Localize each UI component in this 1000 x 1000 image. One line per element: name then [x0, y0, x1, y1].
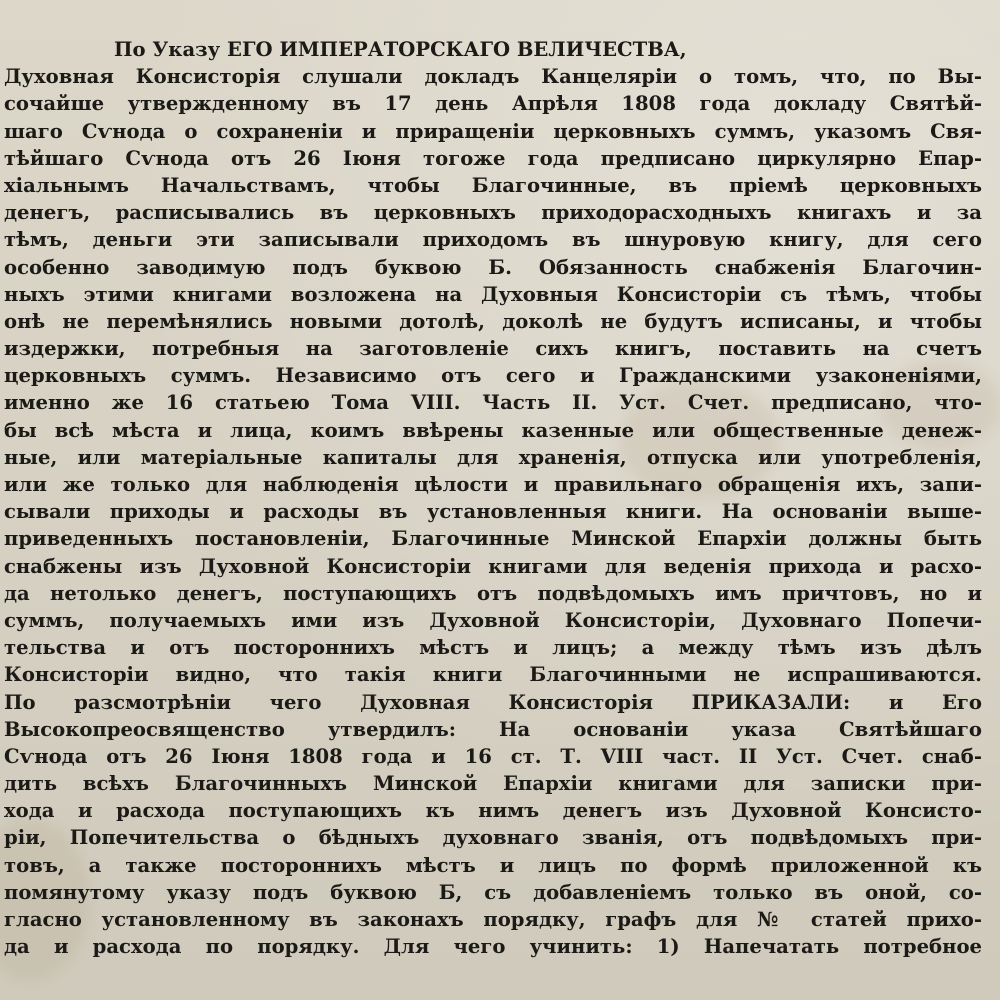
text-line: снабжены изъ Духовной Консисторіи книгами для веденія прихода и расхо- — [4, 554, 982, 578]
text-line: да нетолько денегъ, поступающихъ отъ подвѣдомыхъ имъ причтовъ, но и — [4, 581, 982, 605]
handwritten-header — [60, 0, 960, 18]
text-line: шаго Сѵнода о сохраненіи и приращеніи церковныхъ суммъ, указомъ Свя- — [4, 119, 982, 143]
text-line: хода и расхода поступающихъ къ нимъ денегъ изъ Духовной Консисто- — [4, 799, 982, 823]
text-line: Сѵнода отъ 26 Іюня 1808 года и 16 ст. Т. VIII част. II Уст. Счет. снаб- — [4, 744, 982, 768]
text-line: издержки, потребныя на заготовленіе сихъ книгъ, поставить на счетъ — [4, 337, 982, 361]
text-line: приведенныхъ постановленіи, Благочинные Минской Епархіи должны быть — [4, 527, 982, 551]
text-line: По разсмотрѣніи чего Духовная Консисторія ПРИКАЗАЛИ: и Его — [4, 690, 982, 714]
text-line: тельства и отъ постороннихъ мѣстъ и лицъ; а между тѣмъ изъ дѣлъ — [4, 636, 982, 660]
text-line: По Указу ЕГО ИМПЕРАТОРСКАГО ВЕЛИЧЕСТВА, — [114, 38, 687, 61]
text-line: онѣ не перемѣнялись новыми дотолѣ, доколѣ не будутъ исписаны, и чтобы — [4, 309, 982, 333]
text-line: помянутому указу подъ буквою Б, съ добавленіемъ только въ оной, со- — [4, 880, 982, 904]
text-line: церковныхъ суммъ. Независимо отъ сего и Гражданскими узаконеніями, — [4, 364, 982, 388]
text-line: Высокопреосвященство утвердилъ: На основаніи указа Святѣйшаго — [4, 717, 982, 741]
text-line: сывали приходы и расходы въ установленныя книги. На основаніи выше- — [4, 500, 982, 524]
text-line: бы всѣ мѣста и лица, коимъ ввѣрены казенные или общественные денеж- — [4, 418, 982, 442]
text-line: Консисторіи видно, что такія книги Благочинными не испрашиваются. — [4, 663, 982, 687]
text-line: ныхъ этими книгами возложена на Духовныя Консисторіи съ тѣмъ, чтобы — [4, 282, 982, 306]
text-line: денегъ, расписывались въ церковныхъ приходорасходныхъ книгахъ и за — [4, 201, 982, 225]
text-line: ные, или матеріальные капиталы для храненія, отпуска или употребленія, — [4, 445, 982, 469]
text-line: суммъ, получаемыхъ ими изъ Духовной Консисторіи, Духовнаго Попечи- — [4, 608, 982, 632]
text-line: именно же 16 статьею Тома VIII. Часть II. Уст. Счет. предписано, что- — [4, 391, 982, 415]
text-line: особенно заводимую подъ буквою Б. Обязанность снабженія Благочин- — [4, 255, 982, 279]
text-line: товъ, а также постороннихъ мѣстъ и лицъ по формѣ приложенной къ — [4, 853, 982, 877]
text-line: тѣмъ, деньги эти записывали приходомъ въ шнуровую книгу, для сего — [4, 228, 982, 252]
text-line: сочайше утвержденному въ 17 день Апрѣля 1808 года докладу Святѣй- — [4, 92, 982, 116]
text-line: ріи, Попечительства о бѣдныхъ духовнаго званія, отъ подвѣдомыхъ при- — [4, 826, 982, 850]
text-line: или же только для наблюденія цѣлости и правильнаго обращенія ихъ, запи- — [4, 473, 982, 496]
text-line: Духовная Консисторія слушали докладъ Канцеляріи о томъ, что, по Вы- — [4, 65, 982, 89]
text-line: да и расхода по порядку. Для чего учинить: 1) Напечатать потребное — [4, 935, 982, 959]
text-line: дить всѣхъ Благочинныхъ Минской Епархіи книгами для записки при- — [4, 772, 982, 796]
text-line: хіальнымъ Начальствамъ, чтобы Благочинные, въ пріемѣ церковныхъ — [4, 173, 982, 197]
decree-text — [4, 36, 982, 960]
text-line: гласно установленному въ законахъ порядку, графъ для № статей прихо- — [4, 908, 982, 931]
text-line: тѣйшаго Сѵнода отъ 26 Іюня тогоже года предписано циркулярно Епар- — [4, 146, 982, 170]
